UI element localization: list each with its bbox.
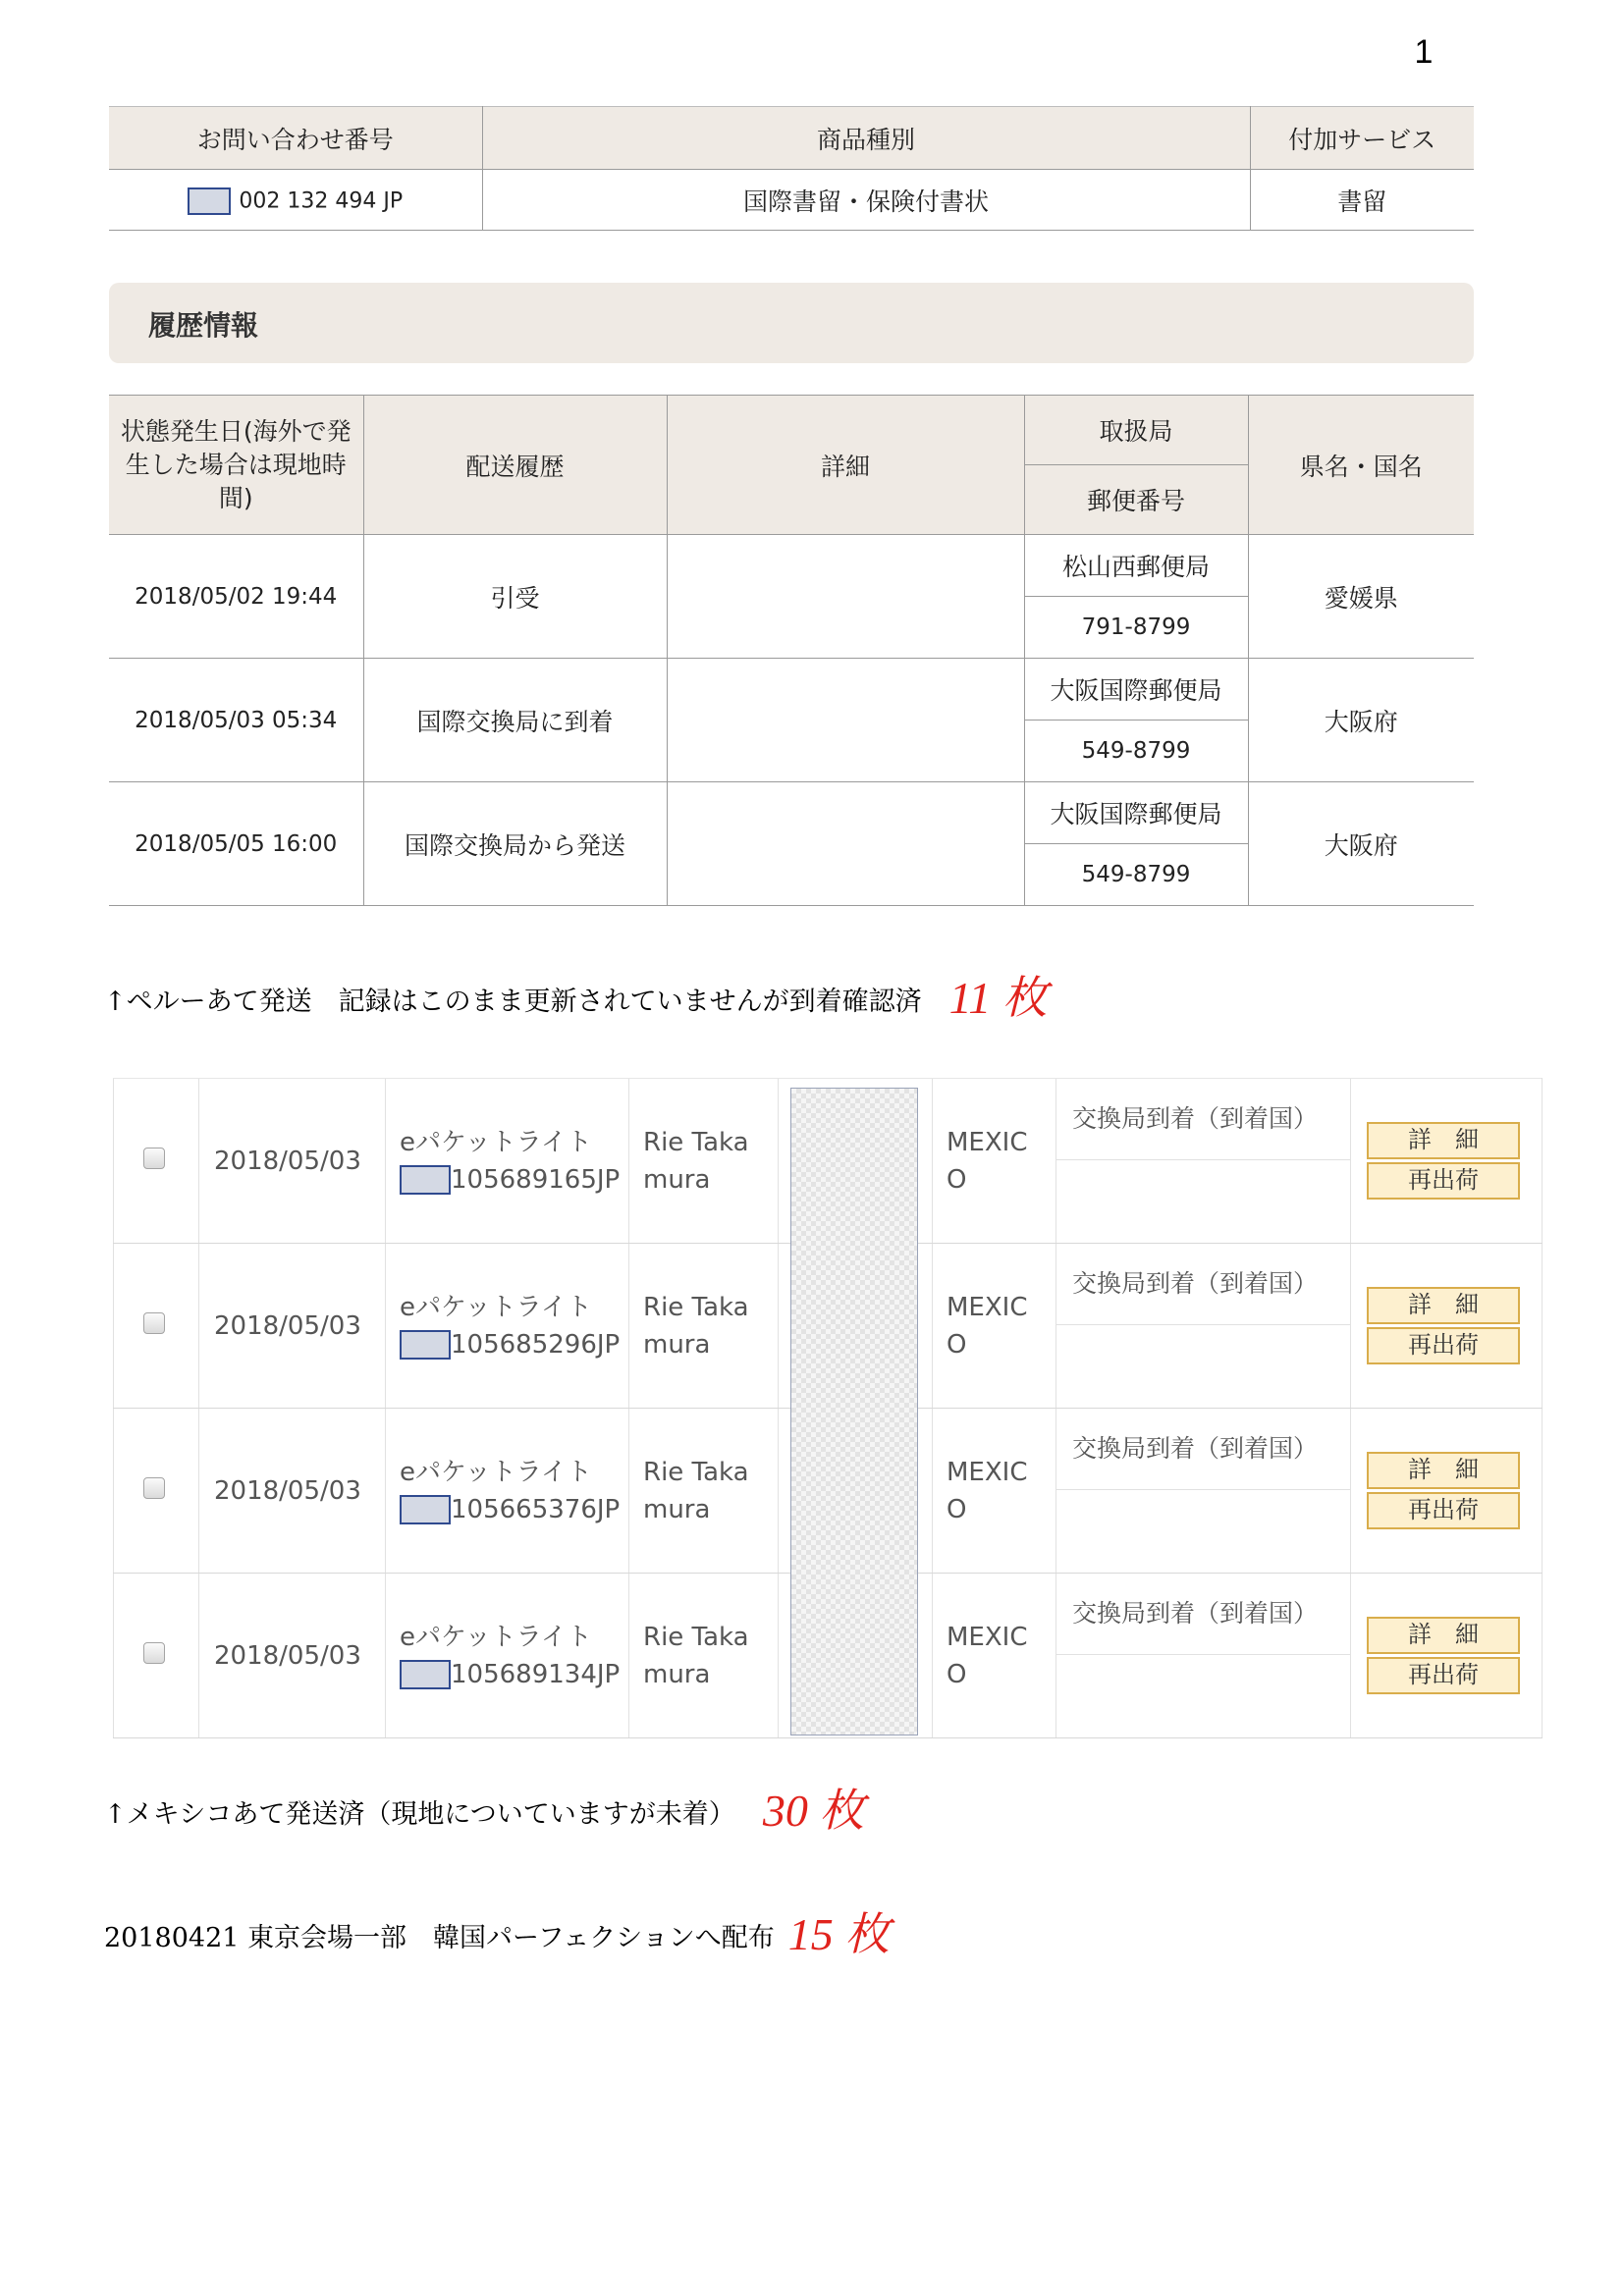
shipment-date: 2018/05/03 — [199, 1079, 386, 1244]
note-korea — [104, 1898, 890, 1963]
note-peru-text: ↑ペルーあて発送 記録はこのまま更新されていませんが到着確認済 — [104, 987, 922, 1017]
recipient-name-line2: mura — [643, 1164, 711, 1195]
shipment-service-cell — [386, 1574, 629, 1738]
shipment-checkbox[interactable] — [143, 1148, 165, 1169]
shipment-date: 2018/05/03 — [199, 1409, 386, 1574]
history-postal-code: 791-8799 — [1024, 597, 1248, 659]
destination-line1: MEXIC — [947, 1127, 1028, 1157]
history-postal-code: 549-8799 — [1024, 844, 1248, 906]
note-peru-count: 11 枚 — [948, 973, 1048, 1023]
redaction-box — [400, 1660, 451, 1689]
history-date: 2018/05/02 19:44 — [109, 535, 363, 659]
destination-line2: O — [947, 1164, 967, 1195]
shipment-service: eパケットライト — [400, 1292, 592, 1322]
history-date: 2018/05/05 16:00 — [109, 782, 363, 906]
destination-line1: MEXIC — [947, 1292, 1028, 1322]
detail-button[interactable]: 詳 細 — [1367, 1287, 1520, 1324]
note-mexico — [104, 1775, 864, 1840]
shipment-actions — [1351, 1244, 1543, 1409]
shipment-select-cell — [114, 1244, 199, 1409]
reship-button[interactable]: 再出荷 — [1367, 1162, 1520, 1200]
shipment-recipient — [629, 1079, 779, 1244]
prefecture-header: 県名・国名 — [1248, 396, 1474, 535]
shipment-service: eパケットライト — [400, 1127, 592, 1157]
shipment-service: eパケットライト — [400, 1457, 592, 1487]
redaction-box — [400, 1165, 451, 1195]
delivery-history-header: 配送履歴 — [363, 396, 667, 535]
destination-line1: MEXIC — [947, 1622, 1028, 1652]
shipment-select-cell — [114, 1409, 199, 1574]
history-section-header — [109, 283, 1474, 363]
history-header-row — [109, 396, 1474, 465]
inquiry-header-row — [109, 107, 1474, 170]
history-prefecture: 愛媛県 — [1248, 535, 1474, 659]
shipment-select-cell — [114, 1079, 199, 1244]
history-prefecture: 大阪府 — [1248, 659, 1474, 782]
inquiry-data-row — [109, 170, 1474, 231]
history-details — [667, 659, 1024, 782]
shipment-status-cell — [1056, 1244, 1351, 1409]
shipment-status: 交換局到着（到着国） — [1056, 1245, 1350, 1325]
recipient-name-line2: mura — [643, 1659, 711, 1689]
history-event: 国際交換局に到着 — [363, 659, 667, 782]
inquiry-number: 002 132 494 JP — [239, 188, 404, 213]
note-mexico-count: 30 枚 — [762, 1786, 865, 1836]
product-type-header: 商品種別 — [482, 107, 1250, 170]
detail-button[interactable]: 詳 細 — [1367, 1122, 1520, 1159]
history-prefecture: 大阪府 — [1248, 782, 1474, 906]
history-row — [109, 782, 1474, 844]
shipment-tracking-number[interactable]: 105665376JP — [451, 1494, 621, 1524]
inquiry-number-cell — [109, 170, 482, 231]
detail-button[interactable]: 詳 細 — [1367, 1452, 1520, 1489]
postal-code-header: 郵便番号 — [1024, 465, 1248, 535]
shipment-status: 交換局到着（到着国） — [1056, 1575, 1350, 1655]
shipment-recipient — [629, 1244, 779, 1409]
note-korea-count: 15 枚 — [787, 1909, 891, 1959]
inquiry-number-header: お問い合わせ番号 — [109, 107, 482, 170]
history-details — [667, 782, 1024, 906]
shipment-service-cell — [386, 1244, 629, 1409]
shipment-status-cell — [1056, 1079, 1351, 1244]
history-office: 大阪国際郵便局 — [1024, 659, 1248, 721]
shipment-checkbox[interactable] — [143, 1642, 165, 1664]
shipment-actions — [1351, 1409, 1543, 1574]
shipment-status: 交換局到着（到着国） — [1056, 1410, 1350, 1490]
shipment-checkbox[interactable] — [143, 1477, 165, 1499]
history-event: 国際交換局から発送 — [363, 782, 667, 906]
shipment-actions — [1351, 1574, 1543, 1738]
redaction-box — [400, 1330, 451, 1360]
shipment-destination — [933, 1079, 1056, 1244]
shipment-destination — [933, 1574, 1056, 1738]
history-details — [667, 535, 1024, 659]
shipment-service: eパケットライト — [400, 1622, 592, 1652]
shipment-status: 交換局到着（到着国） — [1056, 1080, 1350, 1160]
inquiry-info-table — [109, 106, 1474, 231]
destination-line1: MEXIC — [947, 1457, 1028, 1487]
shipment-actions — [1351, 1079, 1543, 1244]
history-event: 引受 — [363, 535, 667, 659]
redaction-box — [188, 187, 231, 215]
recipient-name-line1: Rie Taka — [643, 1622, 749, 1652]
shipment-tracking-number[interactable]: 105689165JP — [451, 1164, 621, 1195]
shipment-service-cell — [386, 1079, 629, 1244]
reship-button[interactable]: 再出荷 — [1367, 1492, 1520, 1529]
shipment-select-cell — [114, 1574, 199, 1738]
history-row — [109, 535, 1474, 597]
redacted-address-block — [790, 1088, 918, 1735]
shipment-checkbox[interactable] — [143, 1312, 165, 1334]
shipment-service-cell — [386, 1409, 629, 1574]
recipient-name-line2: mura — [643, 1329, 711, 1360]
details-header: 詳細 — [667, 396, 1024, 535]
recipient-name-line1: Rie Taka — [643, 1292, 749, 1322]
shipment-status-cell — [1056, 1574, 1351, 1738]
shipment-tracking-number[interactable]: 105689134JP — [451, 1659, 621, 1689]
destination-line2: O — [947, 1329, 967, 1360]
recipient-name-line1: Rie Taka — [643, 1127, 749, 1157]
history-row — [109, 659, 1474, 721]
shipment-recipient — [629, 1574, 779, 1738]
shipment-recipient — [629, 1409, 779, 1574]
recipient-name-line2: mura — [643, 1494, 711, 1524]
shipments-list — [113, 1078, 1542, 1747]
history-title: 履歴情報 — [148, 309, 259, 342]
destination-line2: O — [947, 1659, 967, 1689]
redaction-box — [400, 1495, 451, 1524]
note-korea-text: 20180421 東京会場一部 韓国パーフェクションへ配布 — [104, 1923, 775, 1953]
office-header: 取扱局 — [1024, 396, 1248, 465]
note-mexico-text: ↑メキシコあて発送済（現地についていますが未着） — [104, 1799, 735, 1830]
status-date-header: 状態発生日(海外で発生した場合は現地時間) — [109, 396, 363, 535]
shipment-destination — [933, 1409, 1056, 1574]
shipment-tracking-number[interactable]: 105685296JP — [451, 1329, 621, 1360]
reship-button[interactable]: 再出荷 — [1367, 1327, 1520, 1364]
product-type-cell: 国際書留・保険付書状 — [482, 170, 1250, 231]
history-office: 大阪国際郵便局 — [1024, 782, 1248, 844]
history-postal-code: 549-8799 — [1024, 721, 1248, 782]
history-table — [109, 395, 1474, 906]
note-peru — [104, 962, 1048, 1027]
page-number: 1 — [1414, 33, 1434, 71]
shipment-date: 2018/05/03 — [199, 1244, 386, 1409]
detail-button[interactable]: 詳 細 — [1367, 1617, 1520, 1654]
history-office: 松山西郵便局 — [1024, 535, 1248, 597]
additional-service-header: 付加サービス — [1250, 107, 1474, 170]
additional-service-cell: 書留 — [1250, 170, 1474, 231]
reship-button[interactable]: 再出荷 — [1367, 1657, 1520, 1694]
shipment-destination — [933, 1244, 1056, 1409]
shipment-status-cell — [1056, 1409, 1351, 1574]
recipient-name-line1: Rie Taka — [643, 1457, 749, 1487]
history-date: 2018/05/03 05:34 — [109, 659, 363, 782]
shipment-date: 2018/05/03 — [199, 1574, 386, 1738]
destination-line2: O — [947, 1494, 967, 1524]
